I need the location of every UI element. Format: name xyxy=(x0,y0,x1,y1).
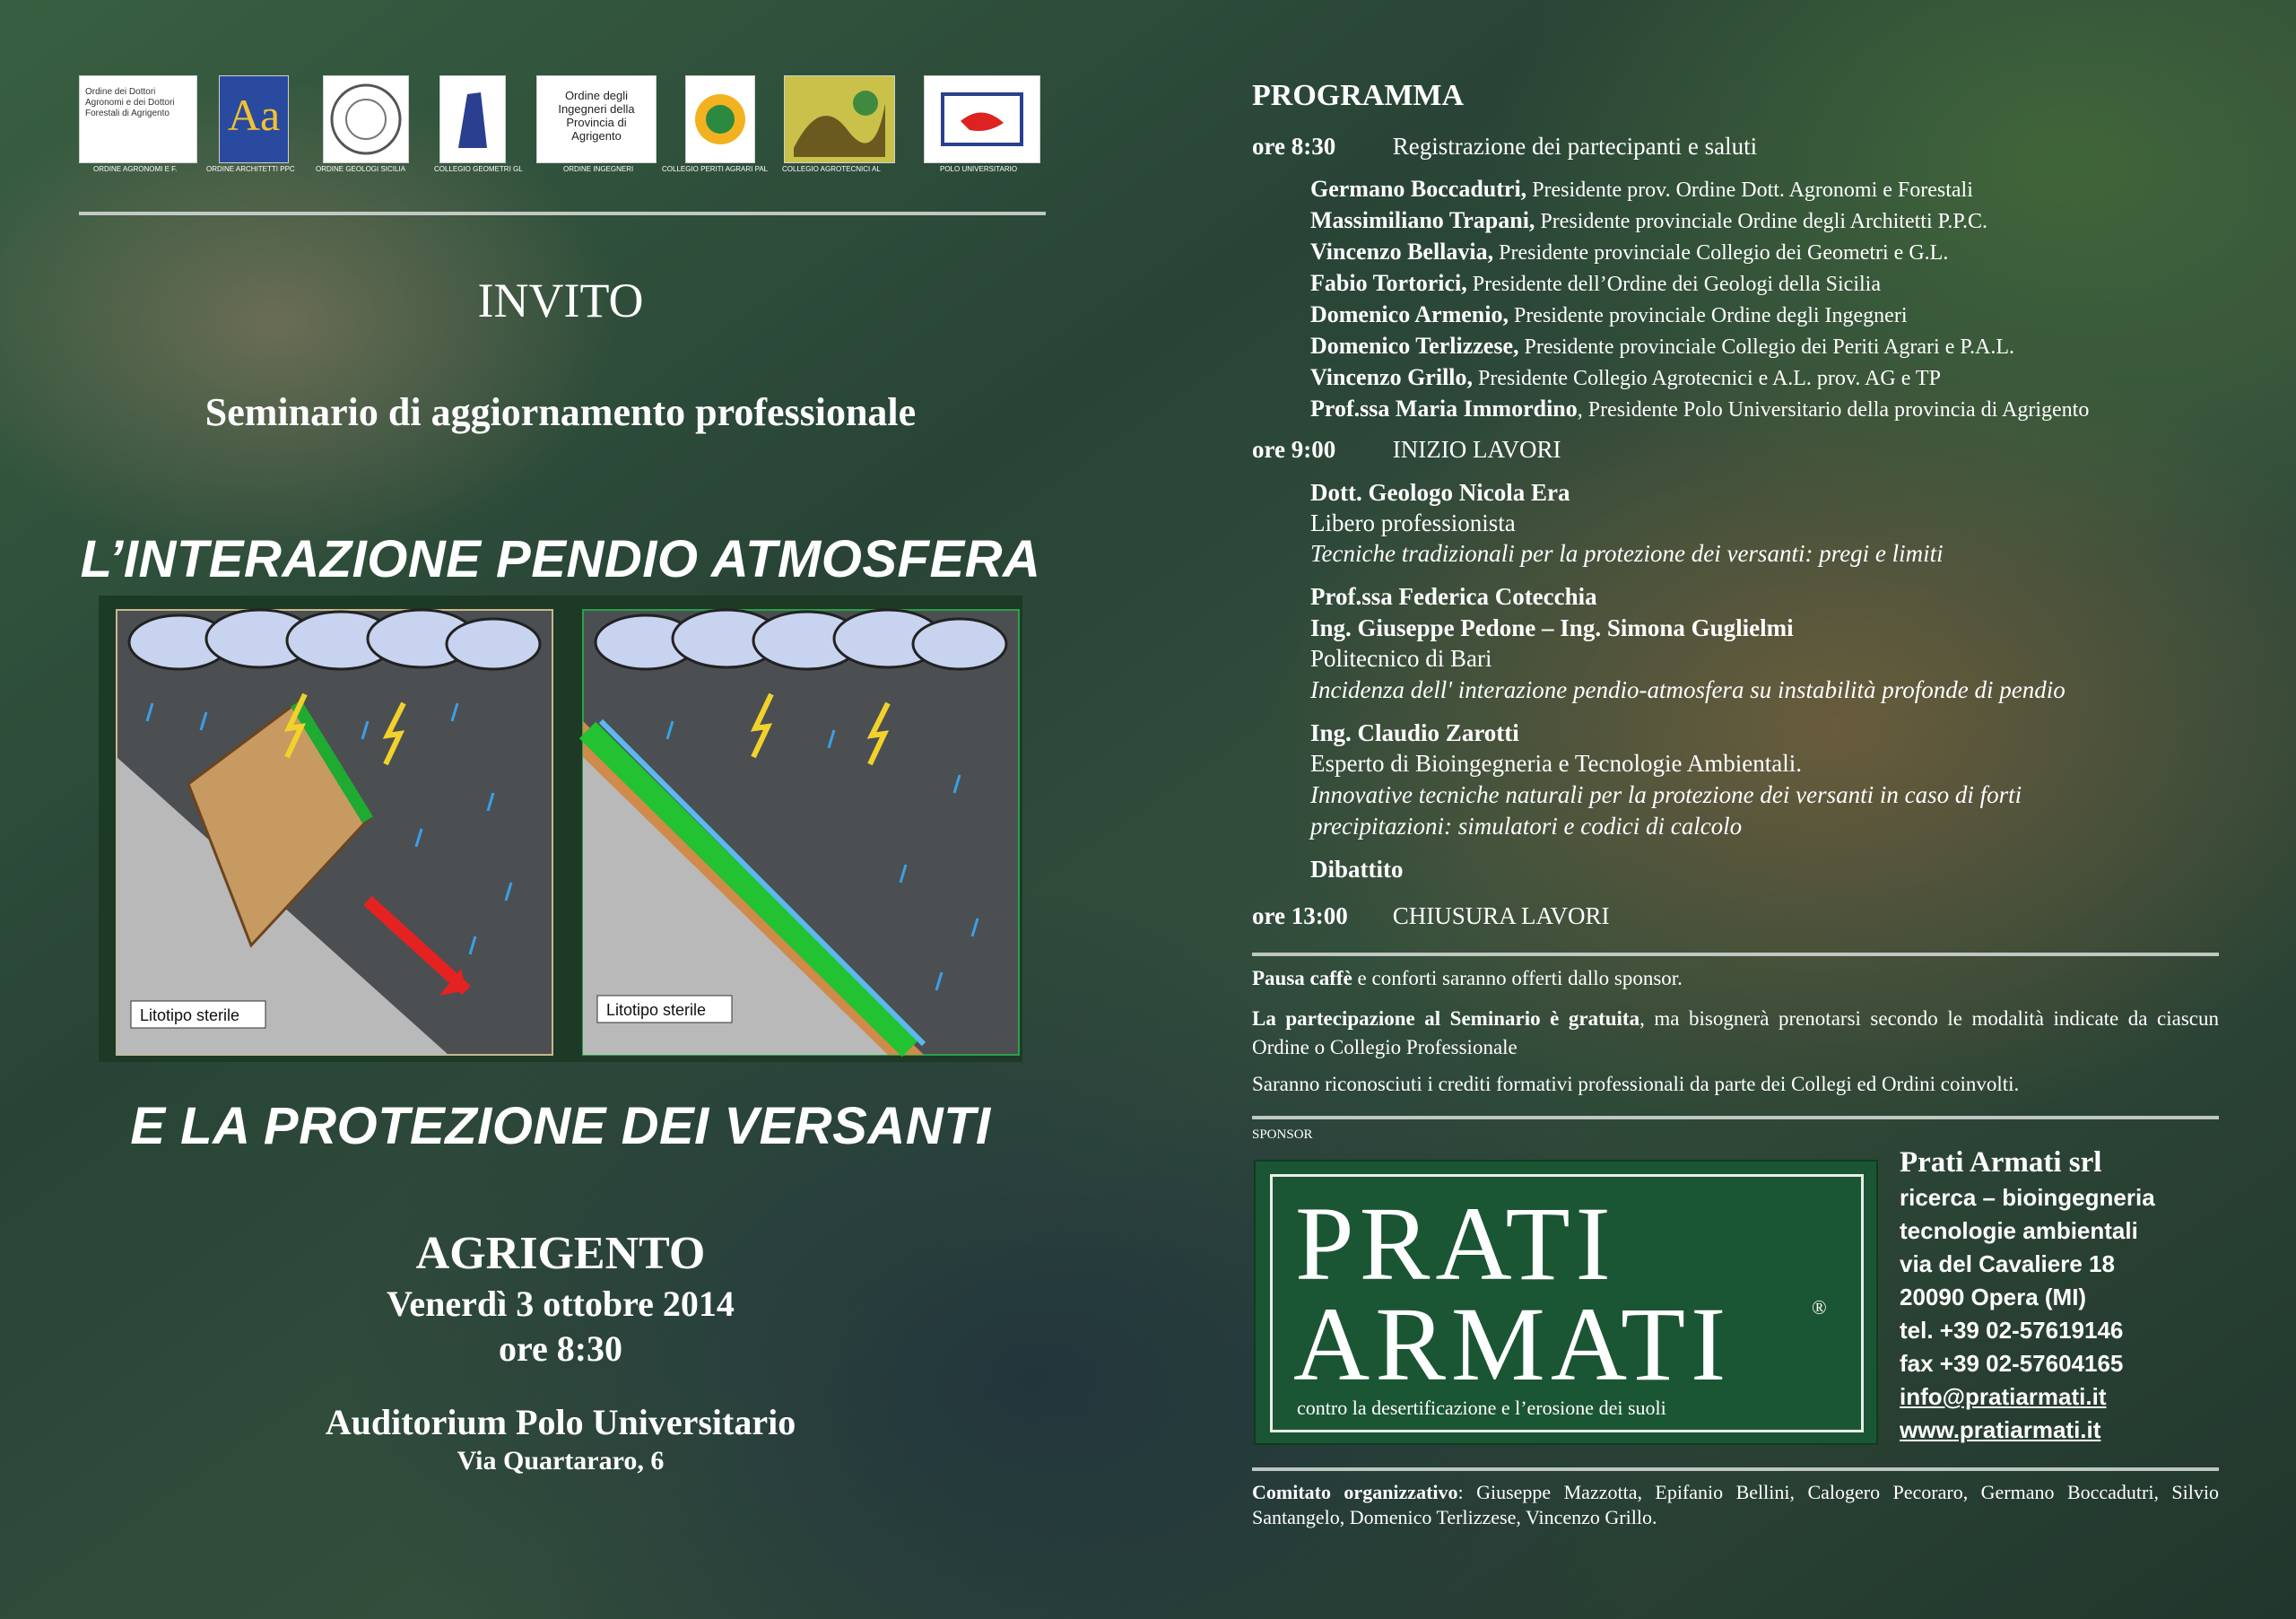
logo-strip xyxy=(79,75,1046,172)
periti-agrari-logo xyxy=(685,75,755,163)
sponsor-phone: tel. +39 02-57619146 xyxy=(1900,1317,2124,1344)
talk-topic: Tecniche tradizionali per la protezione dei versanti: pregi e limiti xyxy=(1310,540,1944,567)
city: AGRIGENTO xyxy=(415,1228,706,1279)
greeting-role: Presidente provinciale Collegio dei Periti Agrari e P.A.L. xyxy=(1518,335,2015,359)
sponsor-tagline: contro la desertificazione e l’erosione dei suoli xyxy=(1297,1397,1666,1419)
greeting-role: Presidente provinciale Ordine degli Ingegneri xyxy=(1508,304,1908,327)
greeting-name: Domenico Armenio, xyxy=(1310,301,1509,327)
greeting-role: Presidente prov. Ordine Dott. Agronomi e Forestali xyxy=(1526,178,1973,202)
sponsor-detail: 20090 Opera (MI) xyxy=(1900,1284,2087,1310)
architetti-logo-text: Aa xyxy=(227,90,281,140)
event-date: Venerdì 3 ottobre 2014 xyxy=(387,1284,735,1324)
committee-label: Comitato organizzativo xyxy=(1252,1481,1458,1503)
sponsor-website-link[interactable]: www.pratiarmati.it xyxy=(1900,1416,2101,1443)
greeting-name: Vincenzo Bellavia, xyxy=(1310,239,1494,265)
greeting-row xyxy=(1310,270,1881,297)
participation-note xyxy=(1252,1005,2219,1062)
logo-caption: ORDINE INGEGNERI xyxy=(563,165,634,173)
logo-caption: COLLEGIO AGROTECNICI AL xyxy=(782,165,881,173)
coffee-note-bold: Pausa caffè xyxy=(1252,967,1352,989)
logo-caption: ORDINE ARCHITETTI PPC xyxy=(206,165,295,173)
logo-caption: COLLEGIO PERITI AGRARI PAL xyxy=(662,165,769,173)
committee-members: : Giuseppe Mazzotta, Epifanio Bellini, Calogero Pecoraro, Germano Boccadutri, Silvio Santangelo, Domenico Terlizzese, Vincenzo Grillo. xyxy=(1252,1481,2219,1528)
greeting-name: Prof.ssa Maria Immordino xyxy=(1310,396,1578,422)
greeting-name: Massimiliano Trapani, xyxy=(1310,207,1535,233)
participation-note-text: , ma bisognerà prenotarsi secondo le modalità indicate da ciascun Ordine o Collegio Professionale xyxy=(1252,1007,2219,1058)
speaker-affiliation: Politecnico di Bari xyxy=(1310,645,1492,672)
greeting-name: Germano Boccadutri, xyxy=(1310,176,1527,202)
slot-time: ore 13:00 xyxy=(1252,902,1348,929)
speaker-name: Dott. Geologo Nicola Era xyxy=(1310,479,1570,506)
polo-universitario-logo xyxy=(924,75,1040,163)
slot-label: Registrazione dei partecipanti e saluti xyxy=(1392,133,1758,160)
talk-topic: precipitazioni: simulatori e codici di calcolo xyxy=(1310,813,1743,840)
slot-time: ore 8:30 xyxy=(1252,133,1336,160)
greeting-role: Presidente dell’Ordine dei Geologi della Sicilia xyxy=(1466,273,1881,296)
ingegneri-logo-text: Ordine degli Ingegneri della Provincia di Agrigento xyxy=(558,89,635,143)
speaker-name: Prof.ssa Federica Cotecchia xyxy=(1310,583,1597,610)
greeting-row xyxy=(1310,396,2089,422)
sponsor-detail: via del Cavaliere 18 xyxy=(1900,1250,2115,1277)
logo-caption: COLLEGIO GEOMETRI GL xyxy=(434,165,523,173)
debate: Dibattito xyxy=(1310,856,1404,883)
sponsor-company: Prati Armati srl xyxy=(1900,1146,2102,1179)
credits-note: Saranno riconosciuti i crediti formativi professionali da parte dei Collegi ed Ordini coinvolti. xyxy=(1252,1073,2020,1095)
divider xyxy=(1252,1116,2219,1119)
greeting-row xyxy=(1310,301,1907,328)
coffee-note-text: e conforti saranno offerti dallo sponsor. xyxy=(1352,967,1683,989)
participation-note-bold: La partecipazione al Seminario è gratuita xyxy=(1252,1007,1640,1030)
geologi-logo xyxy=(323,75,409,163)
greeting-row xyxy=(1310,364,1941,391)
program-slot xyxy=(1252,902,1610,930)
sponsor-logo xyxy=(1254,1160,1878,1445)
program-slot xyxy=(1252,436,1561,464)
speaker-name: Ing. Giuseppe Pedone – Ing. Simona Guglielmi xyxy=(1310,614,1794,641)
divider xyxy=(1252,953,2219,956)
sponsor-logo-word2: ARMATI xyxy=(1293,1285,1732,1403)
greeting-row xyxy=(1310,207,1987,234)
ingegneri-logo xyxy=(536,75,657,163)
slope-illustration xyxy=(99,596,1022,1062)
slot-label: INIZIO LAVORI xyxy=(1392,436,1561,463)
coffee-note xyxy=(1252,967,2219,990)
invitation-heading: INVITO xyxy=(477,274,644,327)
greeting-name: Domenico Terlizzese, xyxy=(1310,333,1519,359)
greeting-role: Presidente Collegio Agrotecnici e A.L. prov. AG e TP xyxy=(1473,367,1941,390)
slot-time: ore 9:00 xyxy=(1252,436,1336,463)
sponsor-detail: ricerca – bioingegneria xyxy=(1900,1184,2155,1211)
greeting-row xyxy=(1310,333,2014,360)
agronomi-logo-text: Ordine dei Dottori Agronomi e dei Dottori Forestali di Agrigento xyxy=(85,87,175,118)
program-slot xyxy=(1252,133,1757,161)
program-title: PROGRAMMA xyxy=(1252,79,1465,112)
divider xyxy=(79,212,1046,215)
illustration-label-2: Litotipo sterile xyxy=(606,1001,707,1019)
talk-topic: Incidenza dell' interazione pendio-atmosfera su instabilità profonde di pendio xyxy=(1310,676,2066,703)
sponsor-detail: tecnologie ambientali xyxy=(1900,1217,2138,1244)
seminar-title-line2: E LA PROTEZIONE DEI VERSANTI xyxy=(130,1097,991,1155)
speaker-affiliation: Esperto di Bioingegneria e Tecnologie Ambientali. xyxy=(1310,750,1802,777)
talk-topic: Innovative tecniche naturali per la protezione dei versanti in caso di forti xyxy=(1310,781,2022,808)
speaker-affiliation: Libero professionista xyxy=(1310,509,1516,536)
agronomi-logo xyxy=(79,75,197,163)
greeting-role: , Presidente Polo Universitario della provincia di Agrigento xyxy=(1577,398,2090,422)
greeting-row xyxy=(1310,239,1948,265)
speaker-name: Ing. Claudio Zarotti xyxy=(1310,719,1519,746)
organizing-committee xyxy=(1252,1480,2219,1530)
sponsor-label: SPONSOR xyxy=(1252,1127,1313,1142)
venue: Auditorium Polo Universitario xyxy=(325,1402,796,1442)
sponsor-fax: fax +39 02-57604165 xyxy=(1900,1350,2124,1377)
logo-caption: ORDINE AGRONOMI E F. xyxy=(93,165,178,173)
logo-caption: POLO UNIVERSITARIO xyxy=(940,165,1018,173)
greeting-name: Vincenzo Grillo, xyxy=(1310,364,1474,390)
registered-mark: ® xyxy=(1812,1296,1827,1319)
venue-address: Via Quartararo, 6 xyxy=(457,1446,665,1475)
logo-caption: ORDINE GEOLOGI SICILIA xyxy=(316,165,406,173)
greeting-role: Presidente provinciale Collegio dei Geometri e G.L. xyxy=(1493,241,1949,265)
greeting-name: Fabio Tortorici, xyxy=(1310,270,1467,296)
architetti-logo xyxy=(219,75,289,163)
greeting-row xyxy=(1310,176,1973,203)
sponsor-logo-word1: PRATI xyxy=(1295,1185,1616,1302)
event-time: ore 8:30 xyxy=(498,1328,623,1369)
greeting-role: Presidente provinciale Ordine degli Architetti P.P.C. xyxy=(1535,210,1988,233)
illustration-label-1: Litotipo sterile xyxy=(140,1006,240,1024)
seminar-subtitle: Seminario di aggiornamento professionale xyxy=(204,390,917,434)
slot-label: CHIUSURA LAVORI xyxy=(1392,902,1610,929)
seminar-title-line1: L’INTERAZIONE PENDIO ATMOSFERA xyxy=(80,530,1041,588)
geometri-logo xyxy=(439,75,506,163)
agrotecnici-logo xyxy=(784,75,895,163)
divider xyxy=(1252,1467,2219,1471)
sponsor-email-link[interactable]: info@pratiarmati.it xyxy=(1900,1383,2107,1410)
